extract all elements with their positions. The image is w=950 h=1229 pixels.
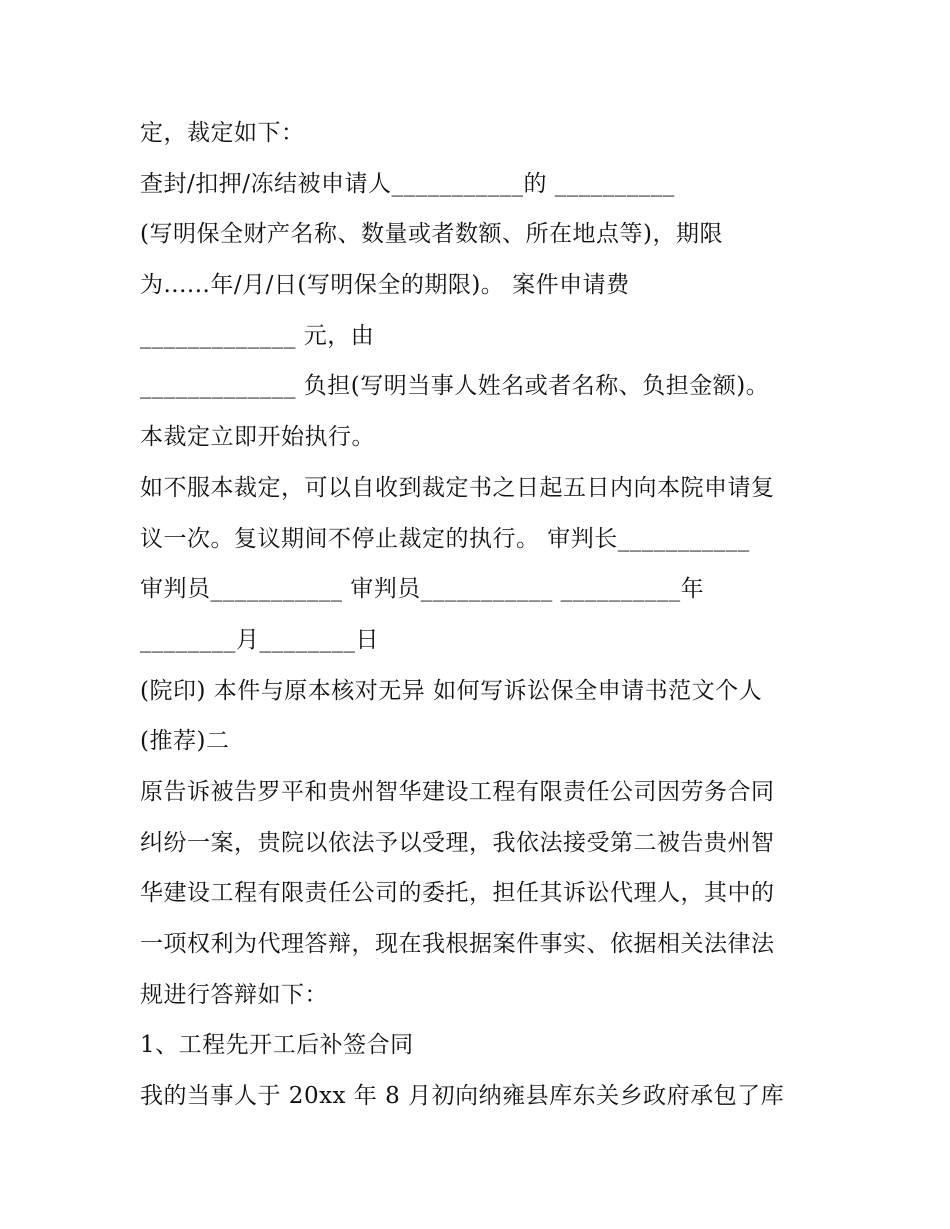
text-line: 规进行答辩如下： (140, 981, 328, 1008)
text-line: 华建设工程有限责任公司的委托，担任其诉讼代理人，其中的 (140, 880, 775, 907)
text-line: (院印) 本件与原本核对无异 如何写诉讼保全申请书范文个人 (140, 677, 763, 704)
text-line: 一项权利为代理答辩，现在我根据案件事实、依据相关法律法 (140, 931, 775, 957)
text-line: 审判员___________ 审判员___________ __________年 (140, 576, 705, 603)
document-body (140, 108, 830, 1122)
text-line: 我的当事人于 20xx 年 8 月初向纳雍县库东关乡政府承包了库 (140, 1083, 785, 1110)
text-line: 为......年/月/日(写明保全的期限)。 案件申请费 (140, 272, 630, 299)
text-line: ________月________日 (140, 626, 379, 653)
text-line: _____________ 元，由 (140, 322, 375, 349)
text-line: 1、工程先开工后补签合同 (140, 1032, 414, 1059)
text-line: 本裁定立即开始执行。 (140, 424, 375, 451)
text-line: (推荐)二 (140, 728, 230, 755)
text-line: _____________ 负担(写明当事人姓名或者名称、负担金额)。 (140, 373, 770, 400)
text-line: (写明保全财产名称、数量或者数额、所在地点等)，期限 (140, 221, 723, 248)
text-line: 原告诉被告罗平和贵州智华建设工程有限责任公司因劳务合同 (140, 778, 775, 805)
text-line: 纠纷一案，贵院以依法予以受理，我依法接受第二被告贵州智 (140, 829, 775, 856)
text-line: 如不服本裁定，可以自收到裁定书之日起五日内向本院申请复 (140, 474, 775, 501)
text-line: 查封/扣押/冻结被申请人___________的 __________ (140, 170, 675, 197)
text-line: 议一次。复议期间不停止裁定的执行。 审判长___________ (140, 525, 750, 552)
text-line: 定，裁定如下： (140, 120, 305, 146)
